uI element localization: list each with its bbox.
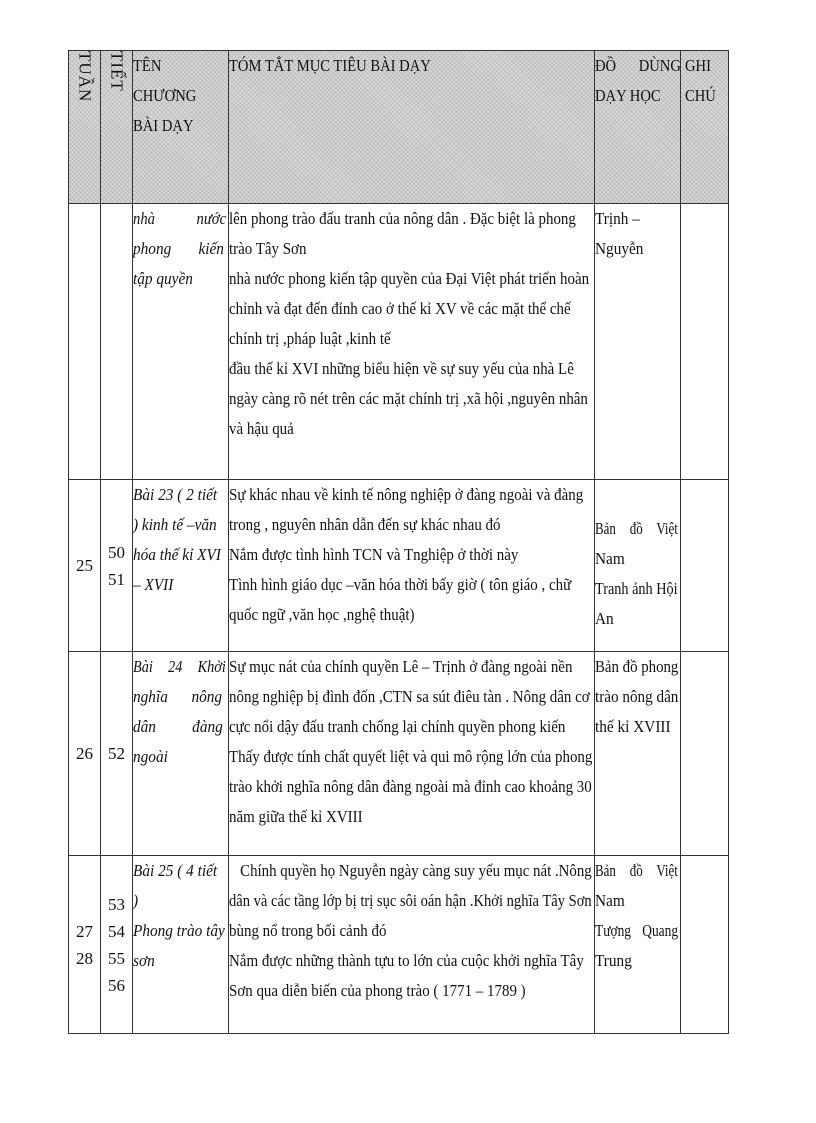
chapter-cell xyxy=(133,652,229,856)
chapter-cell xyxy=(133,856,229,1034)
week-number: 28 xyxy=(76,948,93,968)
materials-line: Bản đồ Việt xyxy=(595,861,678,880)
chapter-line: Bài 24 Khởi xyxy=(133,657,226,676)
objective-line: bùng nổ trong bối cảnh đó xyxy=(229,921,387,940)
materials-line: An xyxy=(595,609,614,628)
header-objectives-label: TÓM TẮT MỤC TIÊU BÀI DẠY xyxy=(229,56,431,75)
objective-line: Sự khác nhau về kinh tế nông nghiệp ở đàng ngoài và đàng xyxy=(229,485,584,504)
chapter-line: Bài 25 ( 4 tiết xyxy=(133,861,218,880)
header-chapter-line: BÀI DẠY xyxy=(133,116,194,135)
objective-line: trào Tây Sơn xyxy=(229,239,307,258)
objective-line: cực nổi dậy đấu tranh chống lại chính quyền phong kiến xyxy=(229,717,566,736)
chapter-line: hóa thế kỉ XVI xyxy=(133,545,221,564)
materials-line: Tranh ảnh Hội xyxy=(595,579,678,598)
chapter-line: nghĩa nông xyxy=(133,687,223,706)
header-chapter-line: CHƯƠNG xyxy=(133,86,197,105)
table-row xyxy=(69,856,729,1034)
objective-line: Sơn qua diễn biến của phong trào ( 1771 – 1789 ) xyxy=(229,981,526,1000)
materials-cell xyxy=(595,652,681,856)
chapter-line: sơn xyxy=(133,951,155,970)
lesson-plan-table xyxy=(68,50,729,1034)
header-notes xyxy=(681,51,729,204)
objective-line: Nắm được những thành tựu to lớn của cuộc khởi nghĩa Tây xyxy=(229,951,584,970)
period-number: 55 xyxy=(108,948,125,968)
chapter-line: Bài 23 ( 2 tiết xyxy=(133,485,218,504)
objective-line: quốc ngữ ,văn học ,nghệ thuật) xyxy=(229,605,415,624)
objective-line: dân và các tầng lớp bị trị sục sôi oán hận .Khởi nghĩa Tây Sơn xyxy=(229,891,592,910)
header-period xyxy=(101,51,133,204)
materials-line: Trung xyxy=(595,951,632,970)
materials-line: Bản đồ phong xyxy=(595,657,679,676)
week-cell xyxy=(69,204,101,480)
objective-line: trào khởi nghĩa nông dân đàng ngoài mà đỉnh cao khoảng 30 xyxy=(229,777,592,796)
week-cell xyxy=(69,480,101,652)
notes-cell xyxy=(681,652,729,856)
chapter-line: dân đàng xyxy=(133,717,223,736)
period-cell xyxy=(101,204,133,480)
materials-line: Tượng Quang xyxy=(595,921,679,940)
period-number: 54 xyxy=(108,921,125,941)
materials-cell xyxy=(595,856,681,1034)
objective-line: đầu thế kỉ XVI những biểu hiện về sự suy yếu của nhà Lê xyxy=(229,359,574,378)
materials-line: Trịnh – xyxy=(595,209,640,228)
chapter-line: nhà nước xyxy=(133,209,227,228)
materials-cell xyxy=(595,480,681,652)
materials-cell xyxy=(595,204,681,480)
objective-line: ngày càng rõ nét trên các mặt chính trị ,xã hội ,nguyên nhân xyxy=(229,389,588,408)
notes-cell xyxy=(681,480,729,652)
header-notes-line: CHÚ xyxy=(685,86,716,105)
period-cell xyxy=(101,652,133,856)
notes-cell xyxy=(681,856,729,1034)
chapter-line: phong kiến xyxy=(133,239,224,258)
header-chapter xyxy=(133,51,229,204)
objective-line: Sự mục nát của chính quyền Lê – Trịnh ở đàng ngoài nền xyxy=(229,657,573,676)
chapter-line: ngoài xyxy=(133,747,168,766)
objective-line: lên phong trào đấu tranh của nông dân . Đặc biệt là phong xyxy=(229,209,576,228)
week-number: 26 xyxy=(76,743,93,763)
header-objectives xyxy=(229,51,595,204)
header-chapter-line: TÊN xyxy=(133,56,162,75)
period-number: 51 xyxy=(108,569,125,589)
table-row xyxy=(69,652,729,856)
week-number: 27 xyxy=(76,921,93,941)
materials-line: trào nông dân xyxy=(595,687,679,706)
materials-line: thế kỉ XVIII xyxy=(595,717,671,736)
notes-cell xyxy=(681,204,729,480)
period-number: 53 xyxy=(108,894,125,914)
chapter-line: ) kinh tế –văn xyxy=(133,515,217,534)
materials-line: Nam xyxy=(595,549,625,568)
objective-line: chính trị ,pháp luật ,kinh tế xyxy=(229,329,391,348)
header-materials-line: DẠY HỌC xyxy=(595,86,661,105)
table-row xyxy=(69,480,729,652)
objective-line: trong , nguyên nhân dẫn đến sự khác nhau đó xyxy=(229,515,501,534)
chapter-cell xyxy=(133,480,229,652)
period-cell xyxy=(101,856,133,1034)
table-header-row xyxy=(69,51,729,204)
week-cell xyxy=(69,856,101,1034)
period-cell xyxy=(101,480,133,652)
objective-line: chỉnh và đạt đến đỉnh cao ở thế kỉ XV về các mặt thể chế xyxy=(229,299,571,318)
objective-line: Thấy được tính chất quyết liệt và qui mô rộng lớn của phong xyxy=(229,747,593,766)
period-number: 50 xyxy=(108,542,125,562)
week-cell xyxy=(69,652,101,856)
objective-line: Tình hình giáo dục –văn hóa thời bấy giờ ( tôn giáo , chữ xyxy=(229,575,572,594)
objectives-cell xyxy=(229,480,595,652)
table-row xyxy=(69,204,729,480)
objectives-cell xyxy=(229,204,595,480)
objective-line: nông nghiệp bị đình đốn ,CTN sa sút điêu tàn . Nông dân cơ xyxy=(229,687,590,706)
materials-line: Nam xyxy=(595,891,625,910)
chapter-line: ) xyxy=(133,891,139,910)
period-number: 52 xyxy=(108,743,125,763)
objective-line: Nắm được tình hình TCN và Tnghiệp ở thời này xyxy=(229,545,519,564)
week-number: 25 xyxy=(76,555,93,575)
objective-line: nhà nước phong kiến tập quyền của Đại Việt phát triển hoàn xyxy=(229,269,590,288)
objectives-cell xyxy=(229,652,595,856)
objective-line: năm giữa thế kỉ XVIII xyxy=(229,807,363,826)
chapter-line: – XVII xyxy=(133,575,174,594)
chapter-line: tập quyền xyxy=(133,269,193,288)
objective-line: và hậu quả xyxy=(229,419,294,438)
header-materials-line: ĐỒ DÙNG xyxy=(595,56,681,75)
materials-line: Bản đồ Việt xyxy=(595,519,678,538)
header-materials xyxy=(595,51,681,204)
header-period-label: TIẾT xyxy=(107,51,127,92)
header-notes-line: GHI xyxy=(685,56,711,75)
materials-line: Nguyễn xyxy=(595,239,644,258)
chapter-cell xyxy=(133,204,229,480)
objective-line: Chính quyền họ Nguyễn ngày càng suy yếu mục nát .Nông xyxy=(229,861,592,880)
period-number: 56 xyxy=(108,975,125,995)
chapter-line: Phong trào tây xyxy=(133,921,225,940)
header-week-label: TUẦN xyxy=(75,51,95,103)
header-week xyxy=(69,51,101,204)
objectives-cell xyxy=(229,856,595,1034)
